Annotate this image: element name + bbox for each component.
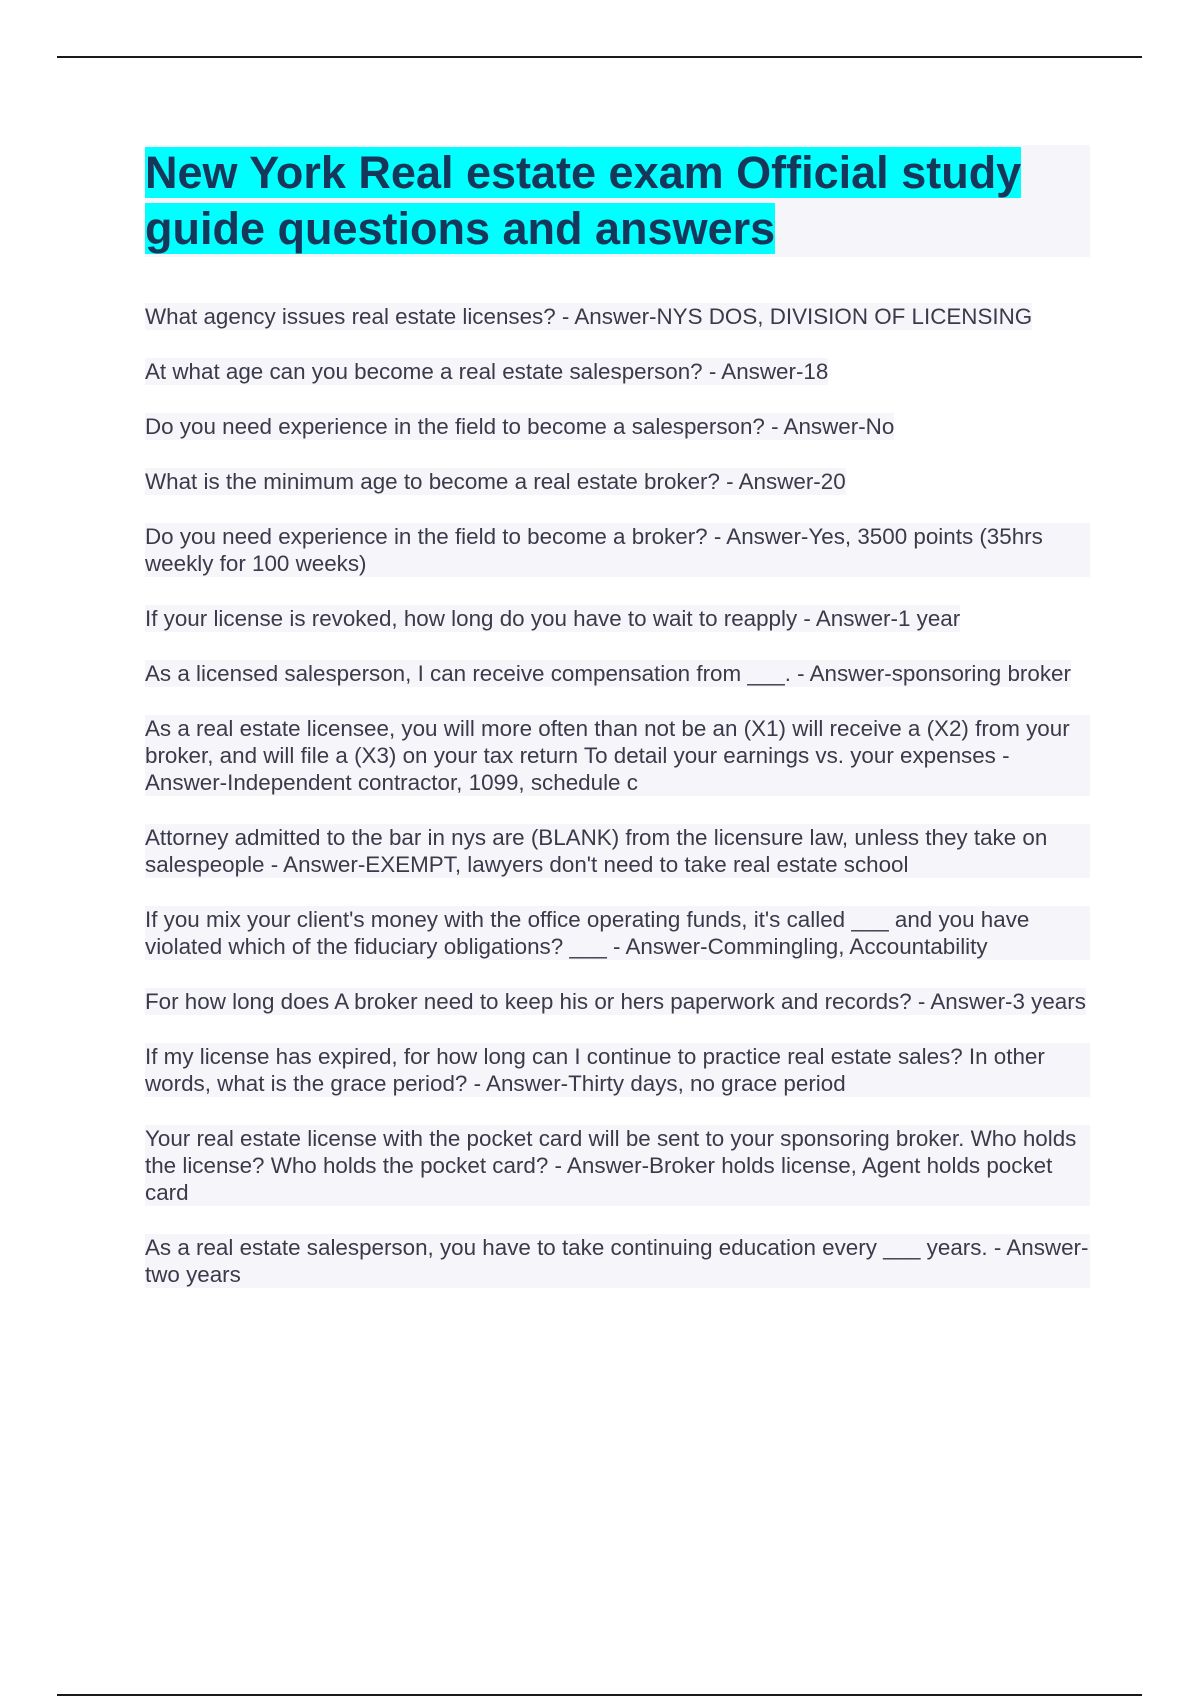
- qa-item: What agency issues real estate licenses? - Answer-NYS DOS, DIVISION OF LICENSING: [145, 304, 1033, 329]
- qa-item: Do you need experience in the field to become a salesperson? - Answer-No: [145, 414, 895, 439]
- qa-item: Do you need experience in the field to become a broker? - Answer-Yes, 3500 points (35hrs weekly for 100 weeks): [145, 523, 1090, 577]
- page-title: [145, 145, 1090, 257]
- qa-item: For how long does A broker need to keep his or hers paperwork and records? - Answer-3 years: [145, 989, 1086, 1014]
- qa-item: If your license is revoked, how long do you have to wait to reapply - Answer-1 year: [145, 606, 961, 631]
- qa-item: Attorney admitted to the bar in nys are (BLANK) from the licensure law, unless they take on salespeople - Answer-EXEMPT, lawyers don't need to take real estate school: [145, 824, 1090, 878]
- title-block: [145, 145, 1090, 257]
- qa-item: As a real estate licensee, you will more often than not be an (X1) will receive a (X2) from your broker, and will file a (X3) on your tax return To detail your earnings vs. your expenses - Answer-Independent contractor, 1099, schedule c: [145, 715, 1090, 796]
- top-rule: [57, 56, 1142, 58]
- qa-item: What is the minimum age to become a real estate broker? - Answer-20: [145, 469, 846, 494]
- qa-item: At what age can you become a real estate salesperson? - Answer-18: [145, 359, 829, 384]
- qa-item: If my license has expired, for how long can I continue to practice real estate sales? In other words, what is the grace period? - Answer-Thirty days, no grace period: [145, 1043, 1090, 1097]
- page-content: [145, 145, 1090, 1316]
- qa-item: As a real estate salesperson, you have to take continuing education every ___ years. - Answer-two years: [145, 1235, 1089, 1287]
- bottom-rule: [57, 1694, 1142, 1696]
- qa-item: If you mix your client's money with the office operating funds, it's called ___ and you have violated which of the fiduciary obligations? ___ - Answer-Commingling, Accountability: [145, 906, 1090, 960]
- qa-item: As a licensed salesperson, I can receive compensation from ___. - Answer-sponsoring broker: [145, 661, 1071, 686]
- page-title-text: New York Real estate exam Official study guide questions and answers: [145, 147, 1022, 254]
- qa-item: Your real estate license with the pocket card will be sent to your sponsoring broker. Who holds the license? Who holds the pocket card? - Answer-Broker holds license, Agent holds pocket card: [145, 1125, 1090, 1206]
